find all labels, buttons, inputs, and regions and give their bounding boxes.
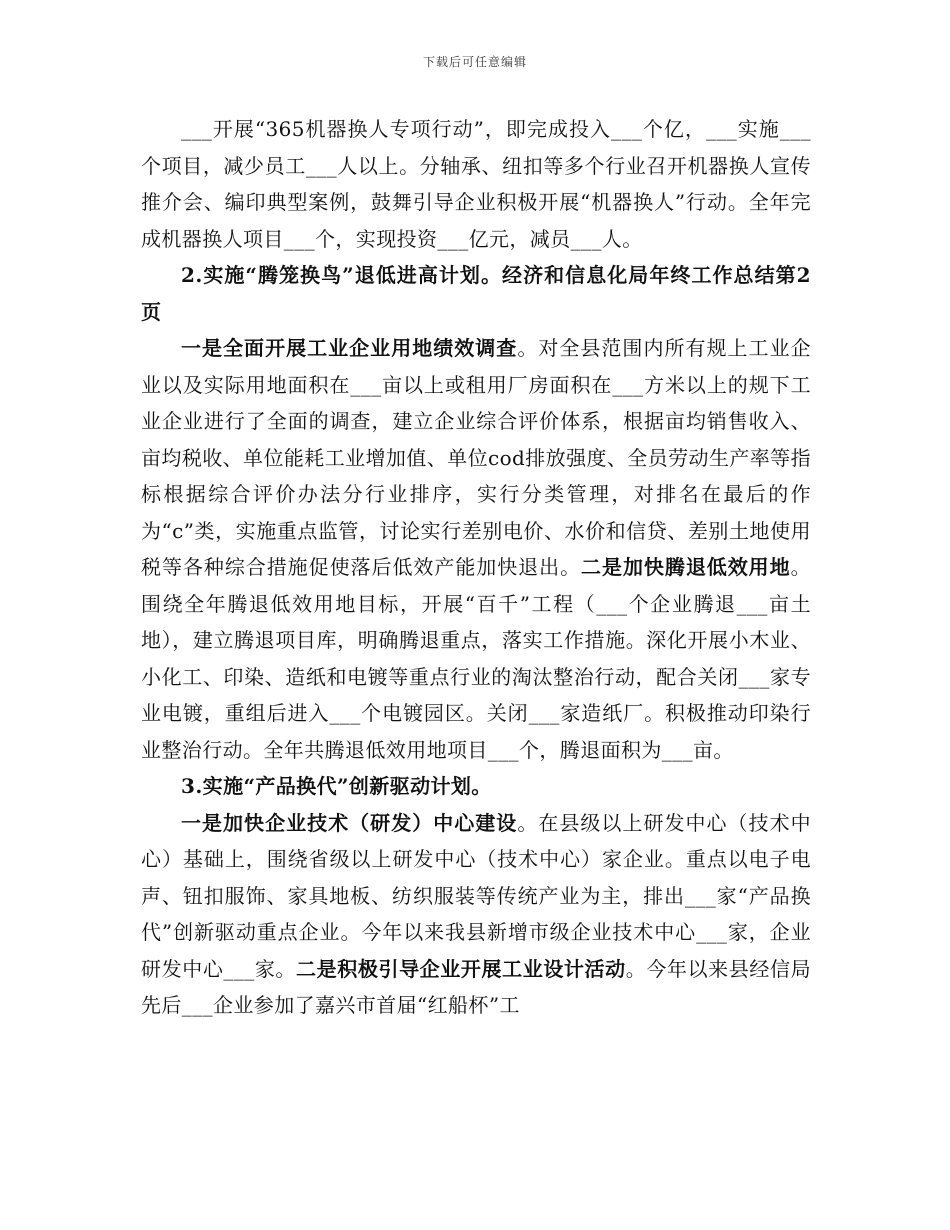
heading-text: 3.实施“产品换代”创新驱动计划。 xyxy=(181,774,492,798)
paragraph-text: 。围绕全年腾退低效用地目标，开展“百千”工程（___个企业腾退___亩土地），建立腾退项目库，明确腾退重点，落实工作措施。深化开展小木业、小化工、印染、造纸和电镀等重点行业的淘汰整治行动，配合关闭___家专业电镀，重组后进入___个电镀园区。关闭___家造纸厂。积极推动印染行业整治行动。全年共腾退低效用地项目___个，腾退面积为___亩。 xyxy=(141,555,811,762)
bold-lead-text: 二是积极引导企业开展工业设计活动 xyxy=(296,956,626,981)
section-heading-2 xyxy=(141,257,811,330)
bold-lead-text: 二是加快腾退低效用地 xyxy=(581,555,791,579)
bold-lead-text: 一是加快企业技术（研发）中心建设 xyxy=(181,810,518,835)
paragraph-rd-centers xyxy=(141,805,811,1024)
section-heading-3 xyxy=(141,768,811,805)
paragraph-text: ___开展“365机器换人专项行动”，即完成投入___个亿，___实施___个项目，减少员工___人以上。分轴承、纽扣等多个行业召开机器换人宣传推介会、编印典型案例，鼓舞引导企业积极开展“机器换人”行动。全年完成机器换人项目___个，实现投资___亿元，减员___人。 xyxy=(141,117,811,251)
page-header: 下载后可任意编辑 xyxy=(422,55,527,69)
paragraph-text: 。对全县范围内所有规上工业企业以及实际用地面积在___亩以上或租用厂房面积在___方米以上的规下工业企业进行了全面的调查，建立企业综合评价体系，根据亩均销售收入、亩均税收、单位能耗工业增加值、单位cod排放强度、全员劳动生产率等指标根据综合评价办法分行业排序，实行分类管理，对排名在最后的作为“c”类，实施重点监管，讨论实行差别电价、水价和信贷、差别土地使用税等各种综合措施促使落后低效产能加快退出。 xyxy=(141,336,811,579)
heading-text: 2.实施“腾笼换鸟”退低进高计划。经济和信息化局年终工作总结第2页 xyxy=(141,263,811,324)
document-body xyxy=(141,111,811,1024)
paragraph-land-use xyxy=(141,330,811,768)
paragraph-text: 。今年以来县经信局先后___企业参加了嘉兴市首届“红船杯”工 xyxy=(141,956,811,1017)
paragraph-robot-replacement xyxy=(141,111,811,257)
paragraph-text: 。在县级以上研发中心（技术中心）基础上，围绕省级以上研发中心（技术中心）家企业。重点以电子电声、钮扣服饰、家具地板、纺织服装等传统产业为主，排出___家“产品换代”创新驱动重点企业。今年以来我县新增市级企业技术中心___家，企业研发中心___家。 xyxy=(141,810,811,981)
bold-lead-text: 一是全面开展工业企业用地绩效调查 xyxy=(181,336,518,360)
